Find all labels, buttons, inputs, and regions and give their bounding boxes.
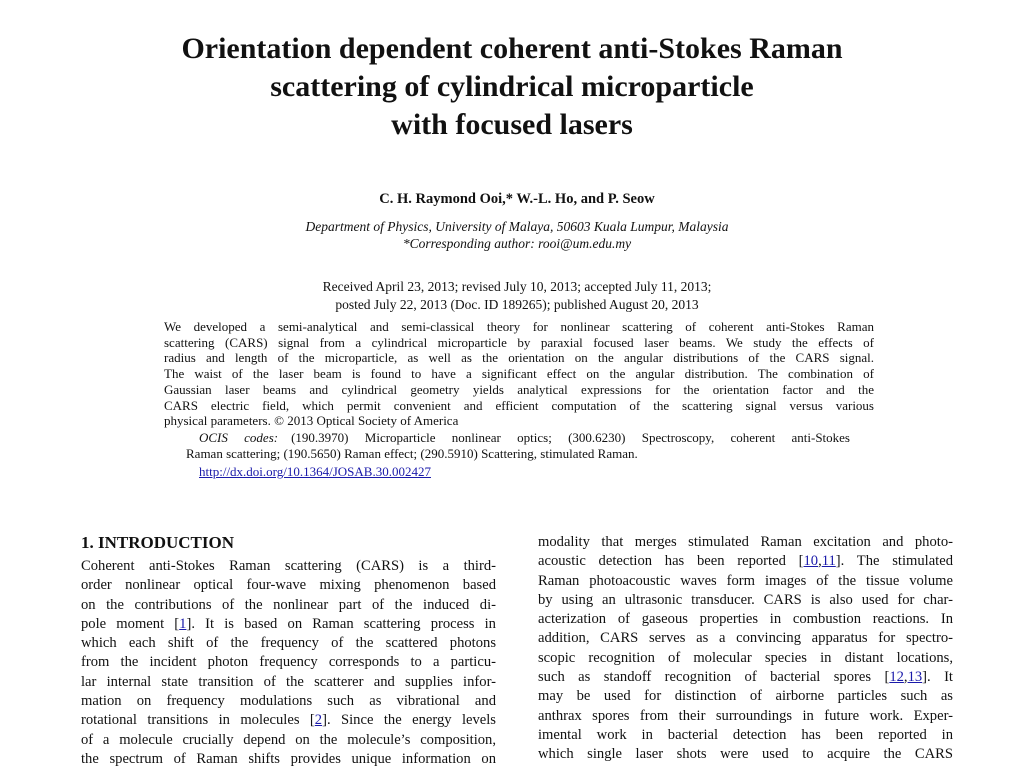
body-line: which single laser shots were used to acquire the CARS [538, 746, 953, 763]
reference-link-10[interactable]: 10 [803, 553, 819, 570]
abstract-line: The waist of the laser beam is found to have a significant effect on the angular distribution. The combination of [164, 366, 874, 382]
abstract-line: CARS electric field, which permit convenient and efficient computation of the scattering signal versus various [164, 397, 874, 413]
abstract-line: scattering (CARS) signal from a cylindrical microparticle by paraxial focused laser beams. We study the effects of [164, 334, 874, 350]
ocis-label: OCIS codes: [199, 430, 279, 445]
reference-link-1[interactable]: 1 [179, 615, 187, 632]
body-line: such as standoff recognition of bacterial spores [12,13]. It [538, 669, 953, 686]
publication-dates [0, 278, 1024, 314]
body-line: Coherent anti-Stokes Raman scattering (CARS) is a third- [81, 558, 496, 574]
body-line: may be used for distinction of airborne particles such as [538, 688, 953, 705]
reference-link-11[interactable]: 11 [821, 553, 836, 570]
paper-title [0, 30, 1024, 144]
dates-line-1: Received April 23, 2013; revised July 10, 2013; accepted July 11, 2013; [322, 279, 712, 294]
section-heading-introduction: 1. INTRODUCTION [81, 533, 235, 552]
ocis-codes-text-1: (190.3970) Microparticle nonlinear optics; (300.6230) Spectroscopy, coherent anti-Stokes [291, 430, 850, 445]
body-line: scopic recognition of molecular species in distant locations, [538, 649, 953, 666]
body-line: anthrax spores from their surroundings in future work. Exper- [538, 707, 953, 724]
left-column [81, 557, 496, 769]
author-list: C. H. Raymond Ooi,* W.-L. Ho, and P. Seow [379, 191, 655, 207]
body-line: of a molecule crucially depend on the molecule’s composition, [81, 731, 496, 748]
ocis-codes-text-2: Raman scattering; (190.5650) Raman effect; (290.5910) Scattering, stimulated Raman. [186, 446, 638, 461]
right-column [538, 533, 953, 765]
abstract-line: physical parameters. © 2013 Optical Society of America [164, 413, 459, 429]
reference-link-12[interactable]: 12 [889, 669, 904, 686]
abstract-line: radius and length of the microparticle, as well as the orientation on the angular distributions of the CARS signal. [164, 350, 874, 366]
body-line: on the contributions of the nonlinear part of the induced di- [81, 596, 496, 613]
body-line: the spectrum of Raman shifts provides unique information on [81, 750, 496, 767]
abstract-line: We developed a semi-analytical and semi-classical theory for nonlinear scattering of coherent anti-Stokes Raman [164, 319, 874, 334]
body-line: acoustic detection has been reported [10,11]. The stimulated [538, 553, 954, 570]
body-line: acterization of gaseous properties in combustion reactions. In [538, 611, 953, 628]
body-line: order nonlinear optical four-wave mixing phenomenon based [81, 577, 496, 594]
affiliation-block [0, 218, 1024, 252]
body-line: by using an ultrasonic transducer. CARS is also used for char- [538, 591, 953, 608]
body-line: addition, CARS serves as a convincing apparatus for spectro- [538, 630, 953, 647]
body-line: from the incident photon frequency corresponds to a particu- [81, 654, 496, 671]
reference-link-2[interactable]: 2 [314, 712, 323, 729]
dates-line-2: posted July 22, 2013 (Doc. ID 189265); published August 20, 2013 [335, 297, 699, 312]
body-line: lar internal state transition of the scatterer and supplies infor- [81, 673, 496, 690]
body-line: which each shift of the frequency of the scattered photons [81, 635, 496, 652]
title-line-1: Orientation dependent coherent anti-Stokes Raman [181, 32, 843, 65]
body-line: modality that merges stimulated Raman excitation and photo- [538, 534, 953, 550]
title-line-2: scattering of cylindrical microparticle [270, 70, 754, 103]
body-line: Raman photoacoustic waves form images of the tissue volume [538, 572, 953, 589]
ocis-codes [186, 430, 850, 462]
reference-link-13[interactable]: 13 [907, 669, 923, 686]
body-line: imental work in bacterial detection has been reported in [538, 726, 953, 743]
doi-link[interactable]: http://dx.doi.org/10.1364/JOSAB.30.002427 [199, 464, 431, 479]
body-line: mation on frequency modulations such as vibrational and [81, 693, 496, 710]
body-line: rotational transitions in molecules [2]. Since the energy levels [81, 712, 496, 729]
ocis-line-1 [186, 430, 850, 446]
body-line: pole moment [1]. It is based on Raman scattering process in [81, 615, 496, 632]
abstract [164, 319, 874, 429]
abstract-line: Gaussian laser beams and cylindrical geometry yields analytical expressions for the orientation factor and the [164, 381, 874, 397]
corresponding-author: *Corresponding author: rooi@um.edu.my [402, 236, 632, 251]
title-line-3: with focused lasers [391, 108, 633, 141]
affiliation: Department of Physics, University of Malaya, 50603 Kuala Lumpur, Malaysia [305, 219, 729, 234]
